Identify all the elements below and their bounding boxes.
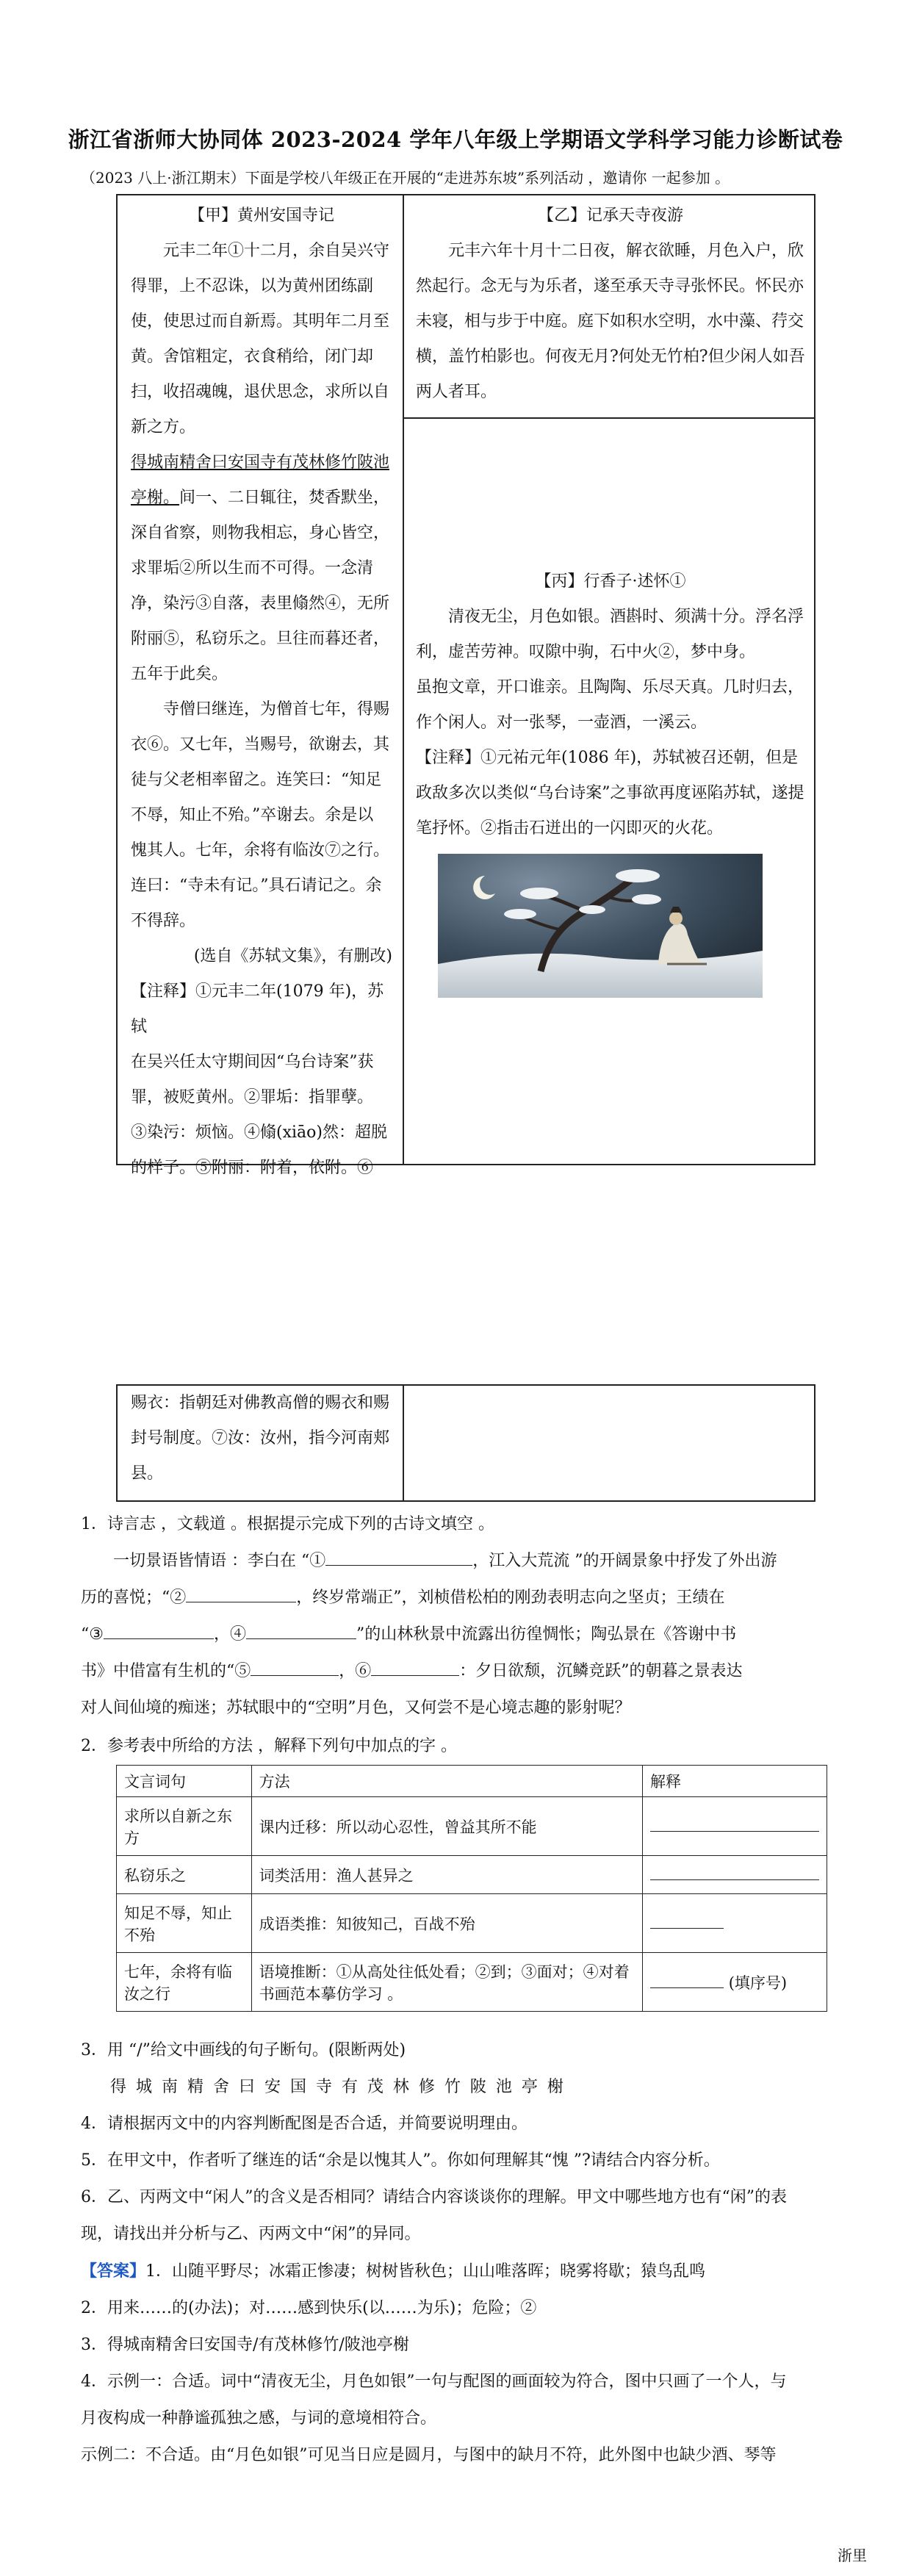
q1-text: 一切景语皆情语 ：李白在 “① bbox=[113, 1552, 326, 1570]
bing-note-line: 政敌多次以类似“乌台诗案”之事欲再度诬陷苏轼，遂提 bbox=[416, 784, 804, 802]
yi-line: 未寝，相与步于中庭。庭下如积水空明，水中藻、荇交 bbox=[416, 312, 804, 331]
fill-hint: (填序号) bbox=[728, 1974, 788, 1992]
table-row bbox=[117, 1953, 827, 2012]
punctuation-chars: 得 城 南 精 舍 曰 安 国 寺 有 茂 林 修 竹 陂 池 亭 榭 bbox=[110, 2078, 566, 2096]
answer-cell[interactable] bbox=[643, 1797, 827, 1856]
jia-p2-line: 净，染污③自落，表里翛然④，无所 bbox=[131, 594, 390, 613]
q1-text: ，终岁常端正”，刘桢借松柏的刚劲表明志向之坚贞；王绩在 bbox=[296, 1589, 725, 1607]
q1-text: 书》中借富有生机的“⑤ bbox=[81, 1662, 251, 1680]
jia-p1-line: 使，使思过而自新焉。其明年二月至 bbox=[131, 312, 390, 331]
answer-line: 1．山随平野尽；冰霜正惨凄；树树皆秋色；山山唯落晖；晓雾将歇；猿鸟乱鸣 bbox=[145, 2262, 706, 2281]
jia-p2-line: 间一、二日辄往，焚香默坐， bbox=[179, 489, 390, 507]
question-stem: 2．参考表中所给的方法 ，解释下列句中加点的字 。 bbox=[81, 1737, 457, 1755]
answer-line: 4．示例一：合适。词中“清夜无尘，月色如银”一句与配图的画面较为符合，图中只画了一个人，与 bbox=[81, 2372, 787, 2391]
jia-p3-line: 不辱，知止不殆。”卒谢去。余是以 bbox=[131, 806, 374, 824]
method-cell: 成语类推：知彼知己，百战不殆 bbox=[251, 1894, 642, 1953]
bing-line: 利，虚苦劳神。叹隙中驹，石中火②，梦中身。 bbox=[416, 643, 756, 661]
definition-table bbox=[116, 1765, 827, 2012]
intro-text: （2023 八上·浙江期末）下面是学校八年级正在开展的“走进苏东坡”系列活动 ，邀请你 一起参加 。 bbox=[81, 169, 730, 187]
method-cell: 语境推断：①从高处往低处看；②到；③面对；④对着书画范本摹仿学习 。 bbox=[251, 1953, 642, 2012]
footer-mark: 浙里 bbox=[838, 2547, 867, 2564]
jia-p2-line: 五年于此矣。 bbox=[131, 665, 228, 683]
question-stem: 1．诗言志 ，文载道 。根据提示完成下列的古诗文填空 。 bbox=[81, 1515, 494, 1533]
table-header: 解释 bbox=[643, 1766, 827, 1797]
table-header: 文言词句 bbox=[117, 1766, 252, 1797]
bing-line: 作个闲人。对一张琴，一壶酒，一溪云。 bbox=[416, 713, 707, 732]
phrase-cell: 私窃乐之 bbox=[117, 1856, 252, 1894]
jia-notes-continued bbox=[131, 1386, 392, 1492]
jia-p1-line: 得罪，上不忍诛，以为黄州团练副 bbox=[131, 277, 374, 295]
q1-text: “③ bbox=[81, 1625, 104, 1644]
jia-p2-line: 附丽⑤，私窃乐之。旦往而暮还者， bbox=[131, 630, 390, 648]
jia-note-line: 【注释】①元丰二年(1079 年)，苏轼 bbox=[131, 982, 384, 1036]
phrase-cell: 求所以自新之东方 bbox=[117, 1797, 252, 1856]
yi-line: 两人者耳。 bbox=[416, 383, 497, 401]
jia-p3-line: 愧其人。七年，余将有临汝⑦之行。 bbox=[131, 841, 390, 860]
blank-6[interactable] bbox=[371, 1675, 459, 1676]
bing-note-line: 笔抒怀。②指击石迸出的一闪即灭的火花。 bbox=[416, 819, 724, 838]
jia-source: (选自《苏轼文集》，有删改) bbox=[193, 947, 392, 965]
q1-text: ：夕日欲颓，沉鳞竞跃”的朝暮之景表达 bbox=[459, 1662, 743, 1680]
answer-cell[interactable] bbox=[643, 1953, 827, 2012]
yi-line: 然起行。念无与为乐者，遂至承天寺寻张怀民。怀民亦 bbox=[416, 277, 804, 295]
jia-p2-line: 深自省察，则物我相忘，身心皆空， bbox=[131, 524, 390, 542]
table-row bbox=[117, 1894, 827, 1953]
q1-text: ，江入大荒流 ”的开阔景象中抒发了外出游 bbox=[472, 1552, 777, 1570]
answer-cell[interactable] bbox=[643, 1856, 827, 1894]
bing-title: 【丙】行香子·述怀① bbox=[535, 572, 686, 591]
jia-p3-line: 徒与父老相率留之。连笑曰：“知足 bbox=[131, 771, 382, 789]
q1-text: 对人间仙境的痴迷；苏轼眼中的“空明”月色，又何尝不是心境志趣的影射呢？ bbox=[81, 1699, 631, 1717]
phrase-cell: 七年，余将有临汝之行 bbox=[117, 1953, 252, 2012]
jia-p2-line: 求罪垢②所以生而不可得。一念清 bbox=[131, 559, 374, 578]
method-cell: 词类活用：渔人甚异之 bbox=[251, 1856, 642, 1894]
jia-p3-line: 连曰：“寺未有记。”具石请记之。余 bbox=[131, 877, 382, 895]
jia-p3-line: 衣⑥。又七年，当赐号，欲谢去，其 bbox=[131, 735, 390, 754]
question-stem: 3．用 “/”给文中画线的句子断句。(限断两处) bbox=[81, 2041, 406, 2059]
yi-line: 元丰六年十月十二日夜，解衣欲睡，月色入户，欣 bbox=[448, 242, 804, 260]
table-row bbox=[117, 1856, 827, 1894]
jia-note-line: 赐衣：指朝廷对佛教高僧的赐衣和赐 bbox=[131, 1394, 390, 1412]
question-stem: 现，请找出并分析与乙、丙两文中“闲”的异同。 bbox=[81, 2225, 421, 2243]
blank-1[interactable] bbox=[325, 1565, 472, 1566]
yi-section bbox=[416, 198, 805, 410]
jia-note-line: ③染污：烦恼。④翛(xiāo)然：超脱 bbox=[131, 1123, 387, 1142]
q1-text: ，⑥ bbox=[339, 1662, 372, 1680]
jia-note-line: 罪，被贬黄州。②罪垢：指罪孽。 bbox=[131, 1088, 374, 1107]
question-2 bbox=[81, 1728, 830, 2012]
jia-note-line: 的样子。⑤附丽：附着，依附。⑥ bbox=[131, 1159, 374, 1177]
page-title: 浙江省浙师大协同体 2023-2024 学年八年级上学期语文学科学习能力诊断试卷 bbox=[68, 127, 843, 152]
answer-line: 月夜构成一种静谧孤独之感，与词的意境相符合。 bbox=[81, 2409, 437, 2428]
moonlight-scholar-illustration bbox=[438, 854, 763, 998]
answer-tag: 【答案】 bbox=[81, 2262, 146, 2281]
bing-note-line: 【注释】①元祐元年(1086 年)，苏轼被召还朝，但是 bbox=[416, 749, 799, 767]
jia-p1-line: 元丰二年①十二月，余自吴兴守 bbox=[163, 242, 390, 260]
question-stem: 4．请根据丙文中的内容判断配图是否合适，并简要说明理由。 bbox=[81, 2115, 527, 2133]
q1-text: ”的山林秋景中流露出彷徨惆怅；陶弘景在《答谢中书 bbox=[356, 1625, 737, 1644]
jia-section bbox=[131, 198, 392, 1186]
underlined-sentence: 得城南精舍曰安国寺有茂林修竹陂池 bbox=[131, 453, 390, 472]
q1-text: 历的喜悦；“② bbox=[81, 1589, 187, 1607]
jia-title: 【甲】黄州安国寺记 bbox=[188, 206, 334, 225]
jia-note-line: 封号制度。⑦汝：汝州，指今河南郏 bbox=[131, 1429, 390, 1447]
yi-line: 横，盖竹柏影也。何夜无月?何处无竹柏?但少闲人如吾 bbox=[416, 348, 805, 366]
answer-line: 2．用来……的(办法)；对……感到快乐(以……为乐)；危险；② bbox=[81, 2299, 537, 2317]
jia-p1-line: 扫，收招魂魄，退伏思念，求所以自 bbox=[131, 383, 390, 401]
questions-3-6 bbox=[81, 2032, 830, 2253]
question-stem: 5．在甲文中，作者听了继连的话“余是以愧其人”。你如何理解其“愧 ”?请结合内容分析。 bbox=[81, 2151, 720, 2170]
answer-line: 示例二：不合适。由“月色如银”可见当日应是圆月，与图中的缺月不符，此外图中也缺少酒、琴等 bbox=[81, 2446, 777, 2464]
answer-cell[interactable] bbox=[643, 1894, 827, 1953]
jia-p3-line: 寺僧曰继连，为僧首七年，得赐 bbox=[163, 700, 390, 719]
jia-p1-line: 新之方。 bbox=[131, 418, 196, 436]
jia-p3-line: 不得辞。 bbox=[131, 912, 196, 930]
question-1 bbox=[81, 1506, 830, 1727]
bing-line: 虽抱文章，开口谁亲。且陶陶、乐尽天真。几时归去， bbox=[416, 678, 804, 697]
yi-title: 【乙】记承天寺夜游 bbox=[537, 206, 683, 225]
answer-section bbox=[81, 2253, 830, 2474]
bing-section bbox=[416, 564, 805, 846]
q1-text: ，④ bbox=[213, 1625, 246, 1644]
blank-5[interactable] bbox=[251, 1675, 339, 1676]
jia-note-line: 县。 bbox=[131, 1464, 164, 1483]
right-cell-continued bbox=[403, 1384, 815, 1502]
blank-4[interactable] bbox=[246, 1638, 356, 1639]
answer-line: 3．得城南精舍曰安国寺/有茂林修竹/陂池亭榭 bbox=[81, 2336, 409, 2354]
question-stem: 6．乙、丙两文中“闲人”的含义是否相同？请结合内容谈谈你的理解。甲文中哪些地方也有“闲”的表 bbox=[81, 2188, 787, 2206]
method-cell: 课内迁移：所以动心忍性，曾益其所不能 bbox=[251, 1797, 642, 1856]
table-header-row bbox=[117, 1766, 827, 1797]
table-row bbox=[117, 1797, 827, 1856]
underlined-sentence: 亭榭。 bbox=[131, 489, 180, 507]
bing-line: 清夜无尘，月色如银。酒斟时、须满十分。浮名浮 bbox=[448, 608, 804, 626]
blank-3[interactable] bbox=[104, 1638, 214, 1639]
phrase-cell: 知足不辱，知止不殆 bbox=[117, 1894, 252, 1953]
table-header: 方法 bbox=[251, 1766, 642, 1797]
jia-p1-line: 黄。舍馆粗定，衣食稍给，闭门却 bbox=[131, 348, 374, 366]
jia-note-line: 在吴兴任太守期间因“乌台诗案”获 bbox=[131, 1053, 374, 1071]
